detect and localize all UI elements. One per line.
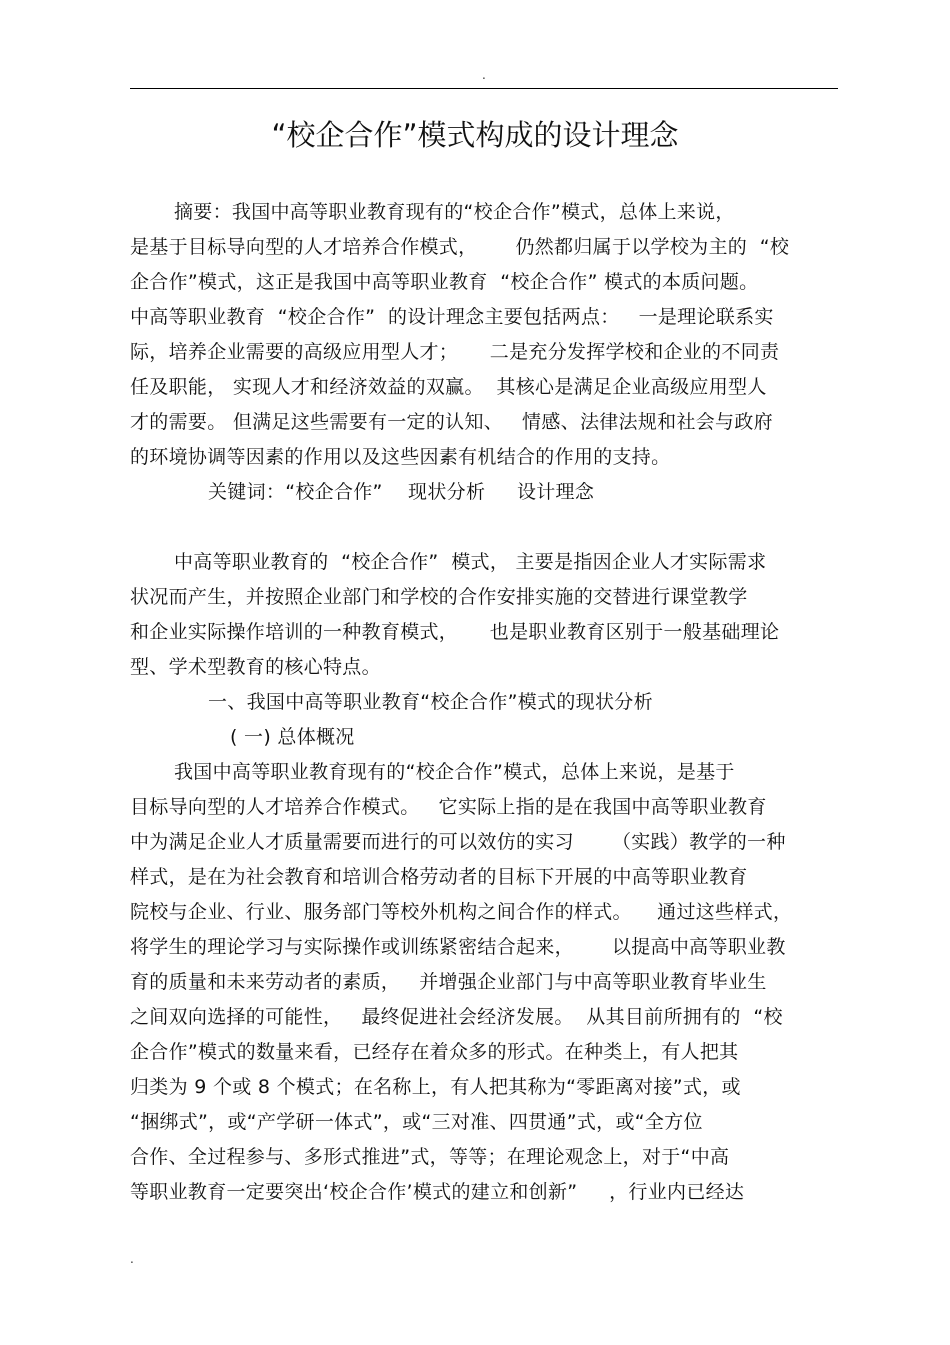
body-line: 之间双向选择的可能性， 最终促进社会经济发展。 从其目前所拥有的 “校 [130,1006,783,1028]
body-line: 合作、全过程参与、多形式推进”式，等等；在理论观念上，对于“中高 [130,1146,730,1168]
keywords: 关键词：“校企合作” 现状分析 设计理念 [208,481,595,503]
body-line: 院校与企业、行业、服务部门等校外机构之间合作的样式。 通过这些样式， [130,901,793,923]
intro-line: 状况而产生，并按照企业部门和学校的合作安排实施的交替进行课堂教学 [130,586,748,608]
body-line: 育的质量和未来劳动者的素质， 并增强企业部门与中高等职业教育毕业生 [130,971,767,993]
header-mark: . [482,68,486,82]
body-line: 归类为 9 个或 8 个模式；在名称上，有人把其称为“零距离对接”式，或 [130,1076,741,1098]
body-line: “捆绑式”，或“产学研一体式”，或“三对准、四贯通”式，或“全方位 [130,1111,703,1133]
body-line: 我国中高等职业教育现有的“校企合作”模式，总体上来说，是基于 [174,761,735,783]
abstract-line: 的环境协调等因素的作用以及这些因素有机结合的作用的支持。 [130,446,671,468]
abstract-line: 摘要：我国中高等职业教育现有的“校企合作”模式，总体上来说， [174,201,735,223]
body-line: 中为满足企业人才质量需要而进行的可以效仿的实习 （实践）教学的一种 [130,831,786,853]
abstract-line: 际，培养企业需要的高级应用型人才； 二是充分发挥学校和企业的不同责 [130,341,780,363]
intro-line: 和企业实际操作培训的一种教育模式， 也是职业教育区别于一般基础理论 [130,621,780,643]
body-line: 等职业教育一定要突出‘校企合作’模式的建立和创新” ，行业内已经达 [130,1181,745,1203]
intro-line: 中高等职业教育的 “校企合作” 模式， 主要是指因企业人才实际需求 [174,551,767,573]
section-heading: 一、我国中高等职业教育“校企合作”模式的现状分析 [208,691,653,713]
abstract-line: 才的需要。 但满足这些需要有一定的认知、 情感、法律法规和社会与政府 [130,411,773,433]
abstract-line: 任及职能， 实现人才和经济效益的双赢。 其核心是满足企业高级应用型人 [130,376,767,398]
subsection-heading: ( 一) 总体概况 [230,726,355,748]
intro-line: 型、学术型教育的核心特点。 [130,656,381,678]
abstract-line: 是基于目标导向型的人才培养合作模式， 仍然都归属于以学校为主的 “校 [130,236,790,258]
body-line: 企合作”模式的数量来看，已经存在着众多的形式。在种类上，有人把其 [130,1041,739,1063]
body-line: 目标导向型的人才培养合作模式。 它实际上指的是在我国中高等职业教育 [130,796,767,818]
body-line: 样式，是在为社会教育和培训合格劳动者的目标下开展的中高等职业教育 [130,866,748,888]
abstract-line: 企合作”模式，这正是我国中高等职业教育 “校企合作” 模式的本质问题。 [130,271,759,293]
abstract-line: 中高等职业教育 “校企合作” 的设计理念主要包括两点： 一是理论联系实 [130,306,774,328]
body-line: 将学生的理论学习与实际操作或训练紧密结合起来， 以提高中高等职业教 [130,936,786,958]
header-rule [130,88,838,89]
page-title: “校企合作”模式构成的设计理念 [271,118,679,152]
footer-mark: . [130,1252,134,1266]
